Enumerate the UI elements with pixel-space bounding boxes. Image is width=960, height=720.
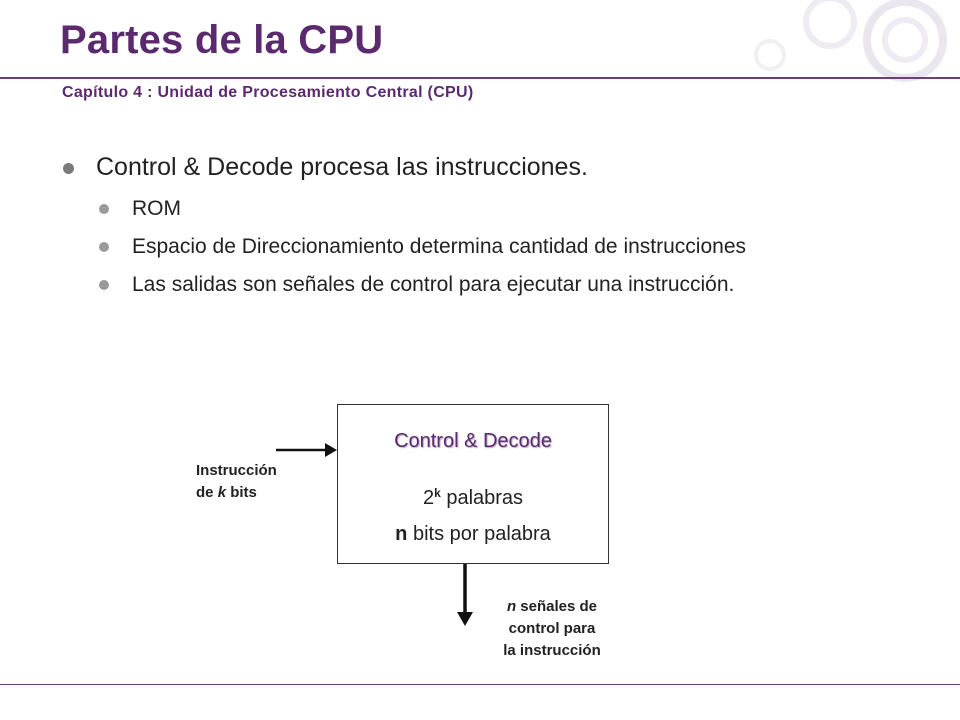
input-arrow-head [325,443,337,457]
bullet-main-text: Control & Decode procesa las instrucciones. [96,153,588,181]
control-decode-block [337,404,609,564]
output-arrow-head [457,612,473,626]
bullet-sub-text: Las salidas son señales de control para ejecutar una instrucción. [132,273,735,296]
bullet-sub-text: ROM [132,197,181,220]
block-words: 2$^k$ palabras [422,486,524,509]
slide-title: Partes de la CPU [60,18,384,62]
bullet-sub-text: Espacio de Direccionamiento determina cantidad de instrucciones [132,235,747,258]
slide-subtitle: Capítulo 4 : Unidad de Procesamiento Central (CPU) [62,84,474,101]
input-label: Instrucción de k bits [196,462,277,501]
footer-divider [0,684,960,685]
output-label: n señales de control para la instrucción [503,598,601,659]
block-title: Control & Decode [394,430,552,452]
block-bits: n bits por palabra [395,523,551,545]
